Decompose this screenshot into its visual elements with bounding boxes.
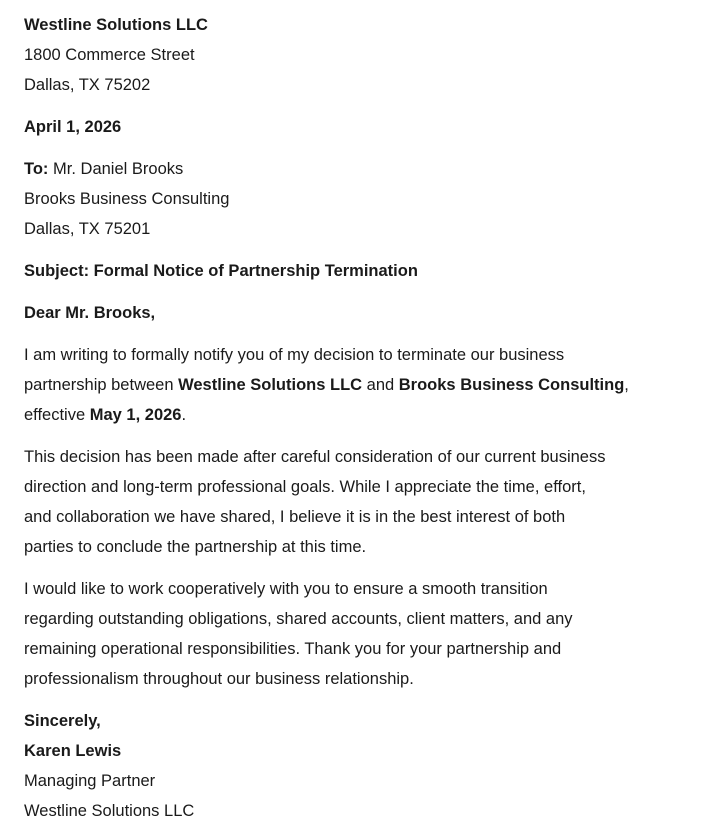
signer-name: Karen Lewis	[24, 742, 122, 760]
salutation-block	[24, 298, 714, 328]
text-run: ,	[624, 376, 629, 394]
closing-block	[24, 706, 714, 826]
paragraph-1-line-2	[24, 370, 714, 400]
partner-company-a: Westline Solutions LLC	[178, 376, 363, 394]
paragraph-2	[24, 442, 714, 562]
effective-date: May 1, 2026	[89, 406, 182, 424]
text-run: partnership between	[24, 376, 179, 394]
sign-off: Sincerely,	[24, 712, 101, 730]
recipient-city: Dallas, TX 75201	[24, 220, 151, 238]
paragraph-3	[24, 574, 714, 694]
sender-street: 1800 Commerce Street	[24, 46, 195, 64]
subject-block	[24, 256, 714, 286]
paragraph-2-line-3: and collaboration we have shared, I believe it is in the best interest of both	[24, 508, 566, 526]
recipient-address	[24, 154, 714, 244]
subject-line: Subject: Formal Notice of Partnership Termination	[24, 262, 418, 280]
salutation: Dear Mr. Brooks,	[24, 304, 156, 322]
paragraph-1-line-3	[24, 400, 714, 430]
letter-date: April 1, 2026	[24, 118, 122, 136]
signer-title: Managing Partner	[24, 772, 156, 790]
sender-address	[24, 10, 714, 100]
paragraph-3-line-4: professionalism throughout our business relationship.	[24, 670, 414, 688]
recipient-name: Mr. Daniel Brooks	[53, 160, 184, 178]
paragraph-3-line-3: remaining operational responsibilities. Thank you for your partnership and	[24, 640, 562, 658]
text-run: and	[362, 376, 399, 394]
sender-company: Westline Solutions LLC	[24, 16, 208, 34]
paragraph-3-line-2: regarding outstanding obligations, shared accounts, client matters, and any	[24, 610, 573, 628]
recipient-company: Brooks Business Consulting	[24, 190, 230, 208]
paragraph-1	[24, 340, 714, 430]
letter	[24, 10, 714, 826]
paragraph-2-line-1: This decision has been made after careful consideration of our current business	[24, 448, 606, 466]
paragraph-2-line-2: direction and long-term professional goals. While I appreciate the time, effort,	[24, 478, 586, 496]
letter-date-block	[24, 112, 714, 142]
sender-city: Dallas, TX 75202	[24, 76, 151, 94]
to-label: To:	[24, 160, 49, 178]
text-run: effective	[24, 406, 90, 424]
partner-company-b: Brooks Business Consulting	[398, 376, 625, 394]
signer-company: Westline Solutions LLC	[24, 802, 195, 820]
paragraph-2-line-4: parties to conclude the partnership at this time.	[24, 538, 367, 556]
text-run: .	[181, 406, 187, 424]
recipient-name-line	[24, 154, 714, 184]
paragraph-1-line-1: I am writing to formally notify you of my decision to terminate our business	[24, 346, 565, 364]
paragraph-3-line-1: I would like to work cooperatively with you to ensure a smooth transition	[24, 580, 548, 598]
